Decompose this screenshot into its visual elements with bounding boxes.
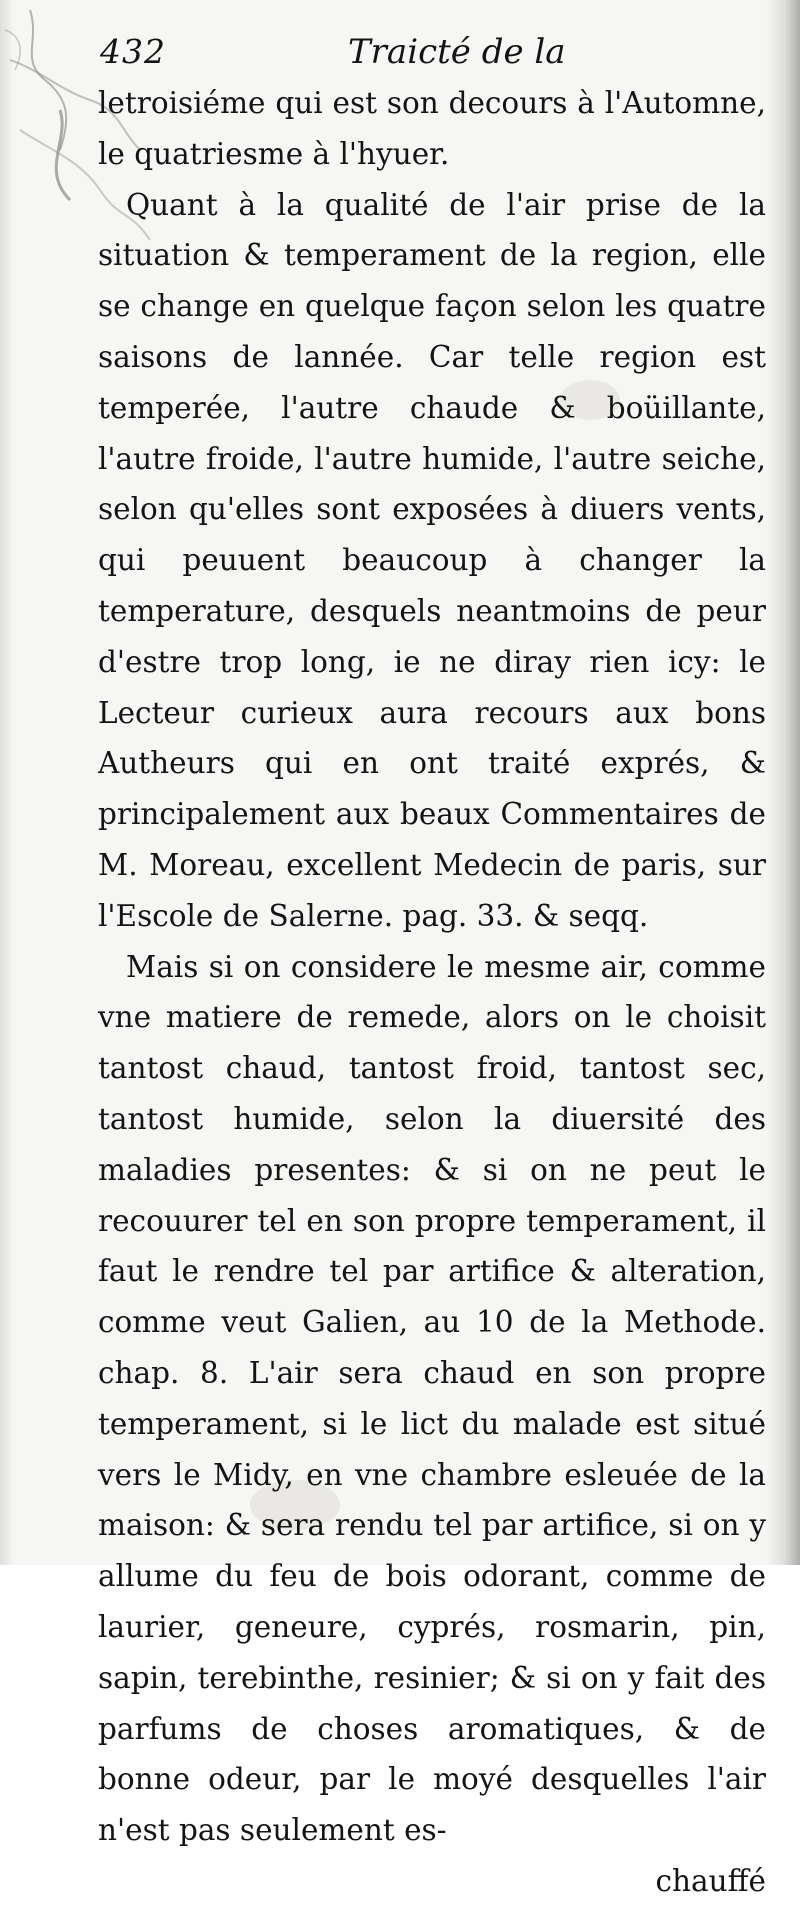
paragraph-3: Mais si on considere le mesme air, comme vne matiere de remede, alors on le choisit tantost chaud, tantost froid, tantost sec, tantost humide, selon la diuersité des maladies presentes: & si on ne peut le recouurer tel en son propre temperament, il faut le rendre tel par artifice & alteration, comme veut Galien, au 10 de la Methode. chap. 8. L'air sera chaud en son propre temperament, si le lict du malade est situé vers le Midy, en vne chambre esleuée de la maison: & sera rendu tel par artifice, si on y allume du feu de bois odorant, comme de laurier, geneure, cyprés, rosmarin, pin, sapin, terebinthe, resinier; & si on y fait des parfums de choses aromatiques, & de bonne odeur, par le moyé desquelles l'air n'est pas seulement es-: [98, 949, 766, 1848]
page-header: [100, 30, 580, 76]
page-number: 432: [100, 32, 166, 71]
binding-gutter-shadow: [766, 0, 800, 1565]
paragraph-1: letroisiéme qui est son decours à l'Automne, le quatriesme à l'hyuer.: [98, 86, 766, 171]
catchword: chauffé: [655, 1863, 766, 1898]
paragraph-2: Quant à la qualité de l'air prise de la situation & temperament de la region, elle se change en quelque façon selon les quatre saisons de lannée. Car telle region est temperée, l'autre chaude & boüillante, l'autre froide, l'autre humide, l'autre seiche, selon qu'elles sont exposées à diuers vents, qui peuuent beaucoup à changer la temperature, desquels neantmoins de peur d'estre trop long, ie ne diray rien icy: le Lecteur curieux aura recours aux bons Autheurs qui en ont traité exprés, & principalement aux beaux Commentaires de M. Moreau, excellent Medecin de paris, sur l'Escole de Salerne. pag. 33. & seqq.: [98, 187, 766, 933]
body-text: [98, 78, 766, 1907]
running-title: Traicté de la: [348, 32, 566, 72]
